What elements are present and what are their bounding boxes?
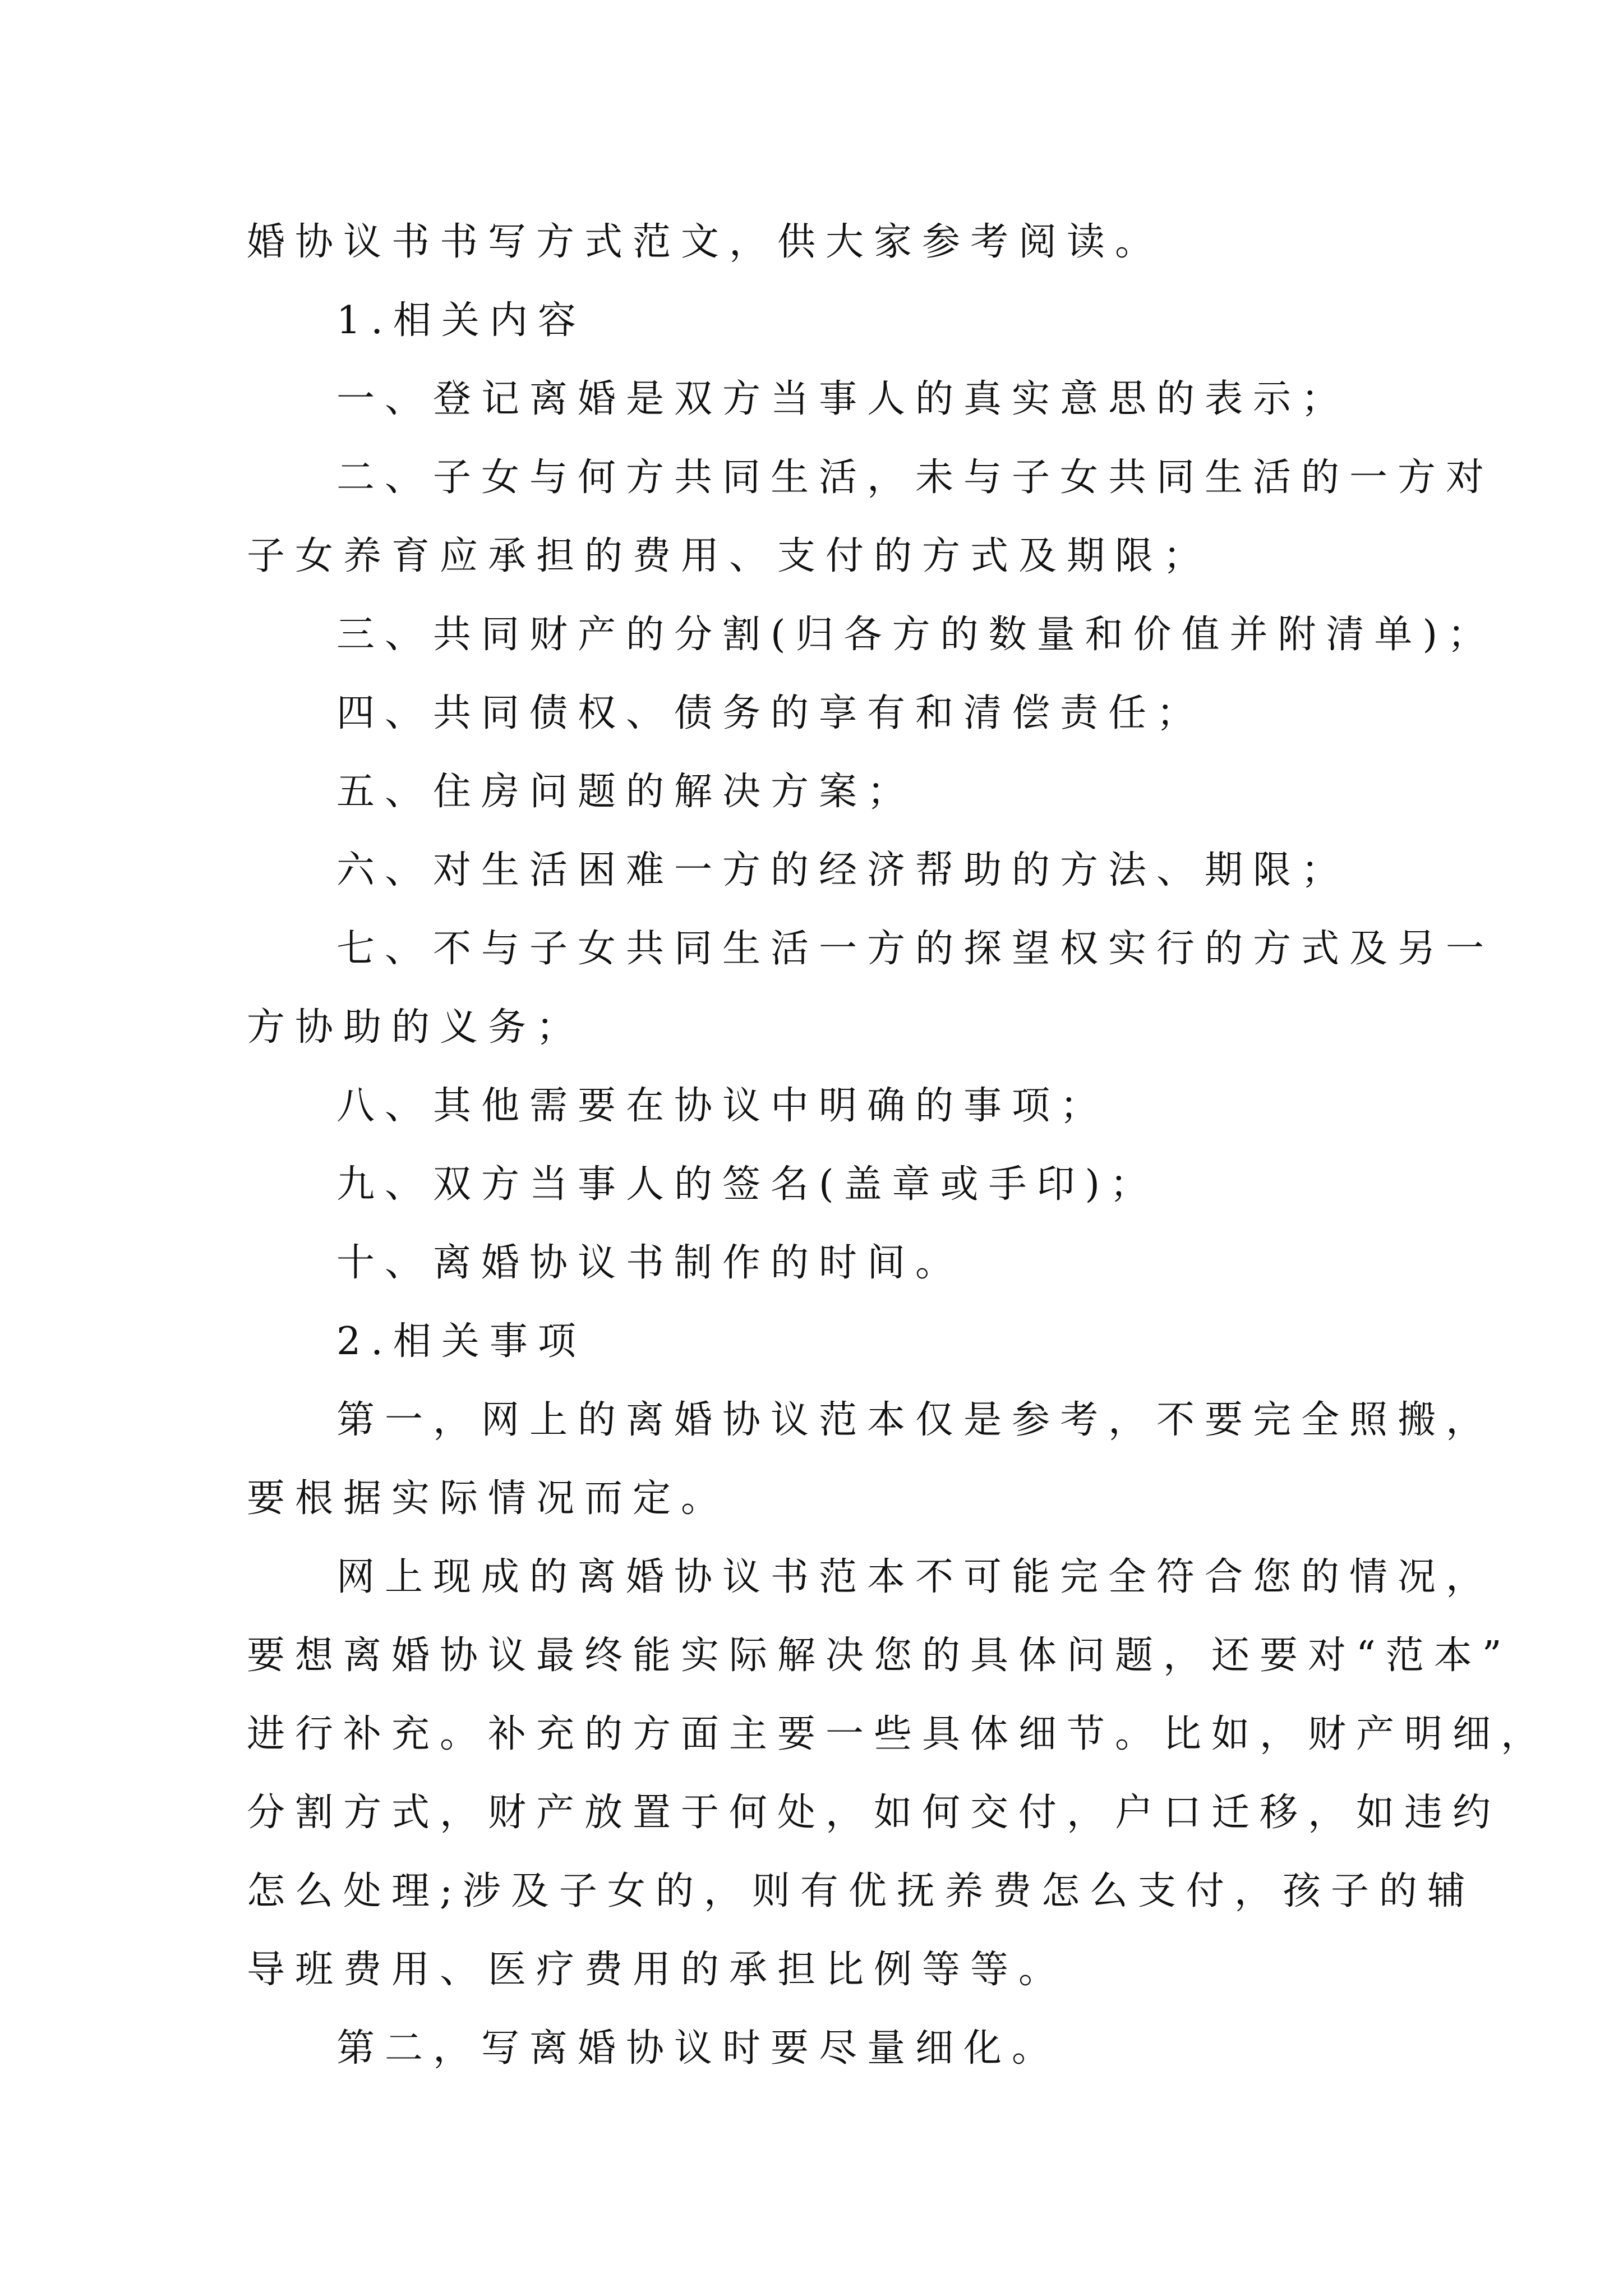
- text-line: 三、共同财产的分割(归各方的数量和价值并附清单)；: [336, 613, 1496, 657]
- text-line: 第二，写离婚协议时要尽量细化。: [336, 2026, 1061, 2070]
- text-line: 要想离婚协议最终能实际解决您的具体问题，还要对“范本”: [247, 1634, 1512, 1678]
- text-line: 进行补充。补充的方面主要一些具体细节。比如，财产明细，: [247, 1712, 1550, 1756]
- text-line: 九、双方当事人的签名(盖章或手印)；: [336, 1162, 1159, 1207]
- text-line: 十、离婚协议书制作的时间。: [336, 1241, 964, 1285]
- text-line: 二、子女与何方共同生活，未与子女共同生活的一方对: [336, 455, 1495, 500]
- text-line: 分割方式，财产放置于何处，如何交付，户口迁移，如违约: [247, 1791, 1501, 1835]
- section-heading: 2.相关事项: [336, 1319, 586, 1364]
- text-line: 网上现成的离婚协议书范本不可能完全符合您的情况，: [336, 1555, 1495, 1599]
- text-line: 一、登记离婚是双方当事人的真实意思的表示；: [336, 377, 1350, 421]
- text-line: 第一，网上的离婚协议范本仅是参考，不要完全照搬，: [336, 1398, 1495, 1442]
- text-line: 四、共同债权、债务的享有和清偿责任；: [336, 691, 1205, 735]
- text-line: 导班费用、医疗费用的承担比例等等。: [247, 1948, 1067, 1992]
- text-line: 方协助的义务；: [247, 1005, 585, 1050]
- text-line: 要根据实际情况而定。: [247, 1476, 730, 1521]
- text-line: 怎么处理;涉及子女的，则有优抚养费怎么支付，孩子的辅: [247, 1869, 1476, 1913]
- text-line: 七、不与子女共同生活一方的探望权实行的方式及另一: [336, 927, 1495, 971]
- text-line: 六、对生活困难一方的经济帮助的方法、期限；: [336, 848, 1350, 892]
- text-line: 子女养育应承担的费用、支付的方式及期限；: [247, 534, 1212, 578]
- text-line: 婚协议书书写方式范文，供大家参考阅读。: [247, 220, 1164, 264]
- text-line: 五、住房问题的解决方案；: [336, 770, 916, 814]
- text-line: 八、其他需要在协议中明确的事项；: [336, 1084, 1109, 1128]
- section-heading: 1.相关内容: [336, 298, 586, 343]
